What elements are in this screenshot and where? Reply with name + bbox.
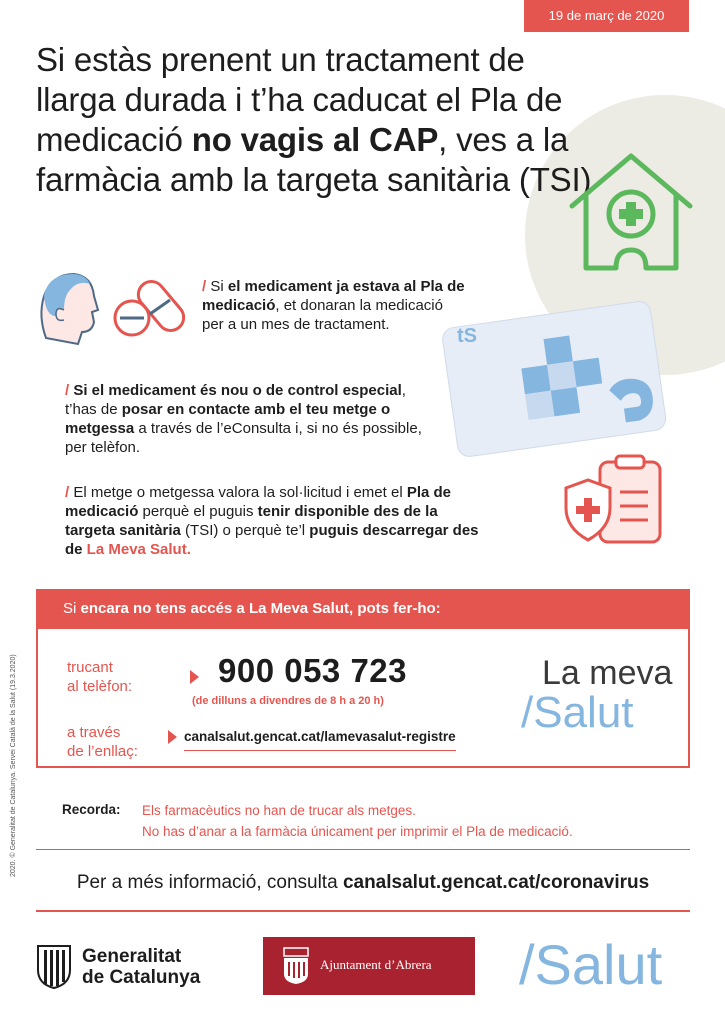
- infobox-header-bold: encara no tens accés a La Meva Salut, pots fer-ho:: [80, 600, 441, 617]
- block-2: [65, 381, 425, 457]
- block2-bold2: posar en contacte amb el teu metge o metgessa: [65, 401, 391, 437]
- divider: [36, 910, 690, 912]
- phone-label-line1: trucant: [67, 659, 113, 676]
- block-3: [65, 483, 485, 559]
- more-info-text: Per a més informació, consulta: [76, 872, 343, 893]
- arrow-right-icon: [168, 730, 177, 744]
- la-meva-salut-logo-line1: La meva: [542, 654, 673, 692]
- gen-line2: de Catalunya: [82, 967, 201, 988]
- arrow-right-icon: [190, 670, 199, 684]
- health-card-icon: [437, 298, 672, 458]
- block-1: [202, 277, 467, 334]
- headline-part1: Si estàs prenent un tractament de llarga durada i t’ha caducat el Pla de medicació: [36, 41, 563, 158]
- slash-marker: /: [202, 278, 207, 295]
- headline: [36, 40, 596, 200]
- more-info: [36, 872, 690, 894]
- block1-text2: , et donaran la medicació per a un mes de tractament.: [202, 297, 443, 333]
- block3-bold: Pla de medicació: [65, 484, 452, 520]
- phone-label: [67, 658, 132, 696]
- abrera-crest-icon: [282, 946, 310, 986]
- coronavirus-link[interactable]: canalsalut.gencat.cat/coronavirus: [342, 872, 650, 893]
- generalitat-shield-icon: [36, 944, 72, 990]
- link-label-line1: a través: [67, 724, 121, 741]
- slash-marker: /: [65, 484, 70, 501]
- abrera-text: Ajuntament d’Abrera: [320, 957, 432, 972]
- block2-text: , t’has de: [65, 382, 406, 418]
- tsi-card-logo: tS: [457, 325, 477, 347]
- phone-number[interactable]: 900 053 723: [218, 652, 408, 689]
- block3-bold2: tenir disponible des de la targeta sanitària: [65, 503, 438, 539]
- house-health-icon: [566, 150, 696, 275]
- gen-line1: Generalitat: [82, 946, 182, 967]
- slash-marker: /: [65, 382, 70, 399]
- block3-text: El metge o metgessa valora la sol·licitud i emet el: [69, 484, 407, 501]
- recorda-text: [142, 800, 573, 842]
- phone-hours: (de dilluns a divendres de 8 h a 20 h): [192, 695, 384, 707]
- pills-icon: [110, 272, 192, 342]
- recorda-label: Recorda:: [62, 802, 121, 817]
- salut-logo: /Salut: [519, 933, 663, 996]
- block2-text2: a través de l’eConsulta i, si no és possible, per telèfon.: [65, 420, 422, 456]
- generalitat-logo-text: [82, 946, 200, 988]
- recorda-line2: No has d’anar a la farmàcia únicament per imprimir el Pla de medicació.: [142, 824, 573, 839]
- block2-bold: Si el medicament és nou o de control especial: [69, 382, 402, 399]
- link-label: [67, 723, 138, 761]
- register-link[interactable]: canalsalut.gencat.cat/lamevasalut-registre: [184, 729, 456, 751]
- block3-bold3: puguis descarregar des de: [65, 522, 479, 558]
- block3-text2: perquè el puguis: [138, 503, 258, 520]
- side-credit: 2020. © Generalitat de Catalunya. Servei Català de la Salut (19.3.2020): [10, 654, 17, 877]
- headline-bold: no vagis al CAP: [191, 121, 439, 158]
- infobox-header: [36, 589, 690, 629]
- la-meva-salut-link[interactable]: La Meva Salut.: [82, 541, 191, 558]
- block3-text3: (TSI) o perquè te’l: [180, 522, 310, 539]
- block1-text: Si: [206, 278, 228, 295]
- infobox-header-text: Si: [63, 600, 81, 617]
- clipboard-shield-icon: [560, 452, 670, 547]
- patient-head-icon: [34, 266, 102, 346]
- date-badge: 19 de març de 2020: [524, 0, 689, 32]
- block1-bold: el medicament ja estava al Pla de medicació: [202, 278, 465, 314]
- link-label-line2: de l’enllaç:: [67, 743, 138, 760]
- la-meva-salut-logo-line2: /Salut: [521, 688, 634, 737]
- recorda-line1: Els farmacèutics no han de trucar als metges.: [142, 803, 416, 818]
- headline-part2: , ves a la farmàcia amb la targeta sanitària (TSI): [36, 121, 592, 198]
- phone-label-line2: al telèfon:: [67, 678, 133, 695]
